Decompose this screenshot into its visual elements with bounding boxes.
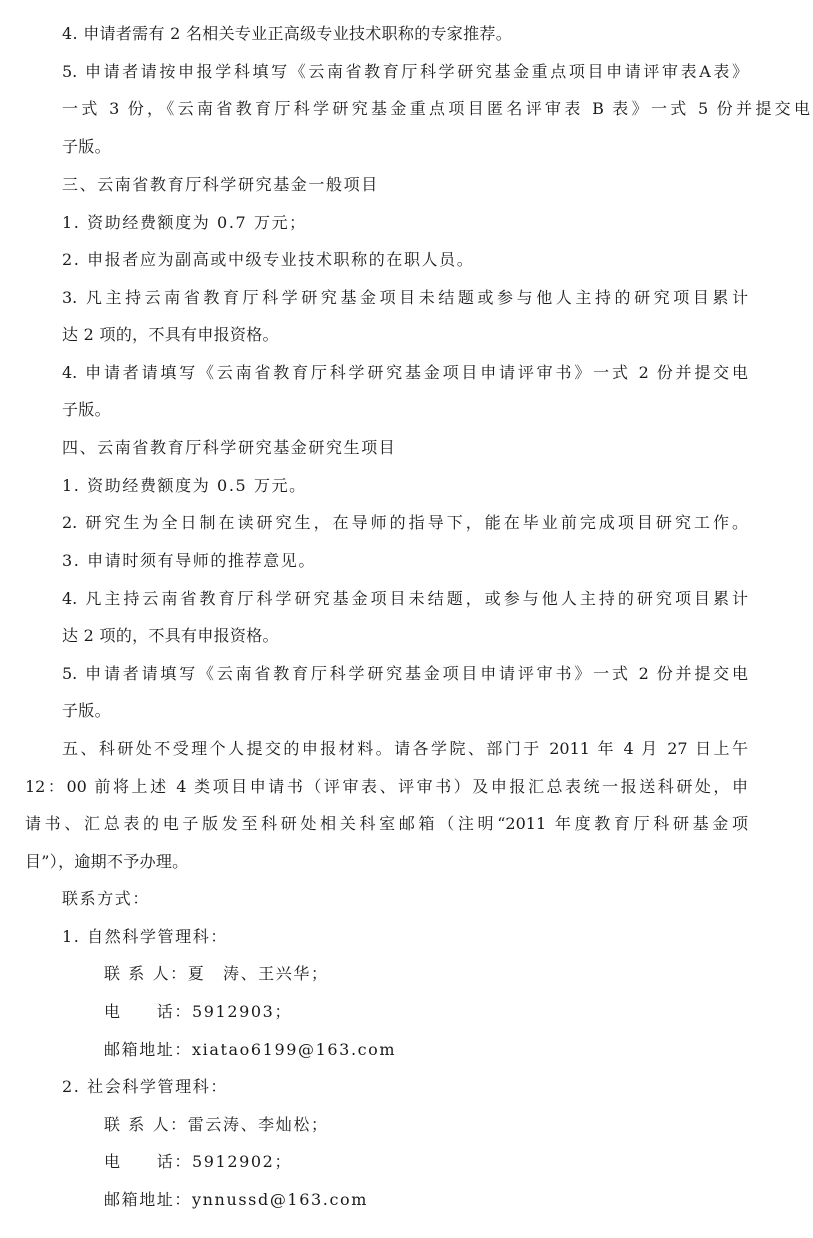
text-line: 12：00 前将上述 4 类项目申请书（评审表、评审书）及申报汇总表统一报送科研处，申 xyxy=(25,777,748,796)
text-line: 4. 凡主持云南省教育厅科学研究基金项目未结题，或参与他人主持的研究项目累计 xyxy=(62,589,748,608)
section-heading: 四、云南省教育厅科学研究基金研究生项目 xyxy=(62,438,397,457)
text-line: 子版。 xyxy=(62,701,111,720)
text-line: 达 2 项的，不具有申报资格。 xyxy=(62,626,279,645)
text-line: 1. 资助经费额度为 0.7 万元； xyxy=(62,213,307,232)
contact-person: 联 系 人：夏 涛、王兴华； xyxy=(104,964,329,983)
text-line: 五、科研处不受理个人提交的申报材料。请各学院、部门于 2011 年 4 月 27 日上午 xyxy=(62,739,748,758)
text-line: 子版。 xyxy=(62,400,111,419)
contact-department: 1. 自然科学管理科： xyxy=(62,927,228,946)
text-line: 5. 申请者请按申报学科填写《云南省教育厅科学研究基金重点项目申请评审表A表》 xyxy=(62,62,748,81)
text-line: 达 2 项的，不具有申报资格。 xyxy=(62,325,279,344)
contact-email: 邮箱地址：xiatao6199@163.com xyxy=(104,1040,397,1059)
text-line: 请书、汇总表的电子版发至科研处相关科室邮箱（注明“2011 年度教育厅科研基金项 xyxy=(25,814,748,833)
text-line: 2. 申报者应为副高或中级专业技术职称的在职人员。 xyxy=(62,250,475,269)
text-line: 1. 资助经费额度为 0.5 万元。 xyxy=(62,476,307,495)
text-line: 一式 3 份，《云南省教育厅科学研究基金重点项目匿名评审表 B 表》一式 5 份并提交电 xyxy=(62,99,810,118)
text-line: 目”），逾期不予办理。 xyxy=(25,852,189,871)
section-heading: 三、云南省教育厅科学研究基金一般项目 xyxy=(62,175,379,194)
text-line: 3. 申请时须有导师的推荐意见。 xyxy=(62,551,316,570)
contact-heading: 联系方式： xyxy=(62,889,151,908)
text-line: 4. 申请者需有 2 名相关专业正高级专业技术职称的专家推荐。 xyxy=(62,24,513,43)
text-line: 子版。 xyxy=(62,137,111,156)
text-line: 3. 凡主持云南省教育厅科学研究基金项目未结题或参与他人主持的研究项目累计 xyxy=(62,288,748,307)
text-line: 4. 申请者请填写《云南省教育厅科学研究基金项目申请评审书》一式 2 份并提交电 xyxy=(62,363,748,382)
contact-phone: 电 话：5912903； xyxy=(104,1002,293,1021)
contact-department: 2. 社会科学管理科： xyxy=(62,1077,228,1096)
contact-person: 联 系 人：雷云涛、李灿松； xyxy=(104,1115,329,1134)
text-line: 2. 研究生为全日制在读研究生，在导师的指导下，能在毕业前完成项目研究工作。 xyxy=(62,513,748,532)
contact-phone: 电 话：5912902； xyxy=(104,1152,293,1171)
contact-email: 邮箱地址：ynnussd@163.com xyxy=(104,1190,369,1209)
text-line: 5. 申请者请填写《云南省教育厅科学研究基金项目申请评审书》一式 2 份并提交电 xyxy=(62,664,748,683)
